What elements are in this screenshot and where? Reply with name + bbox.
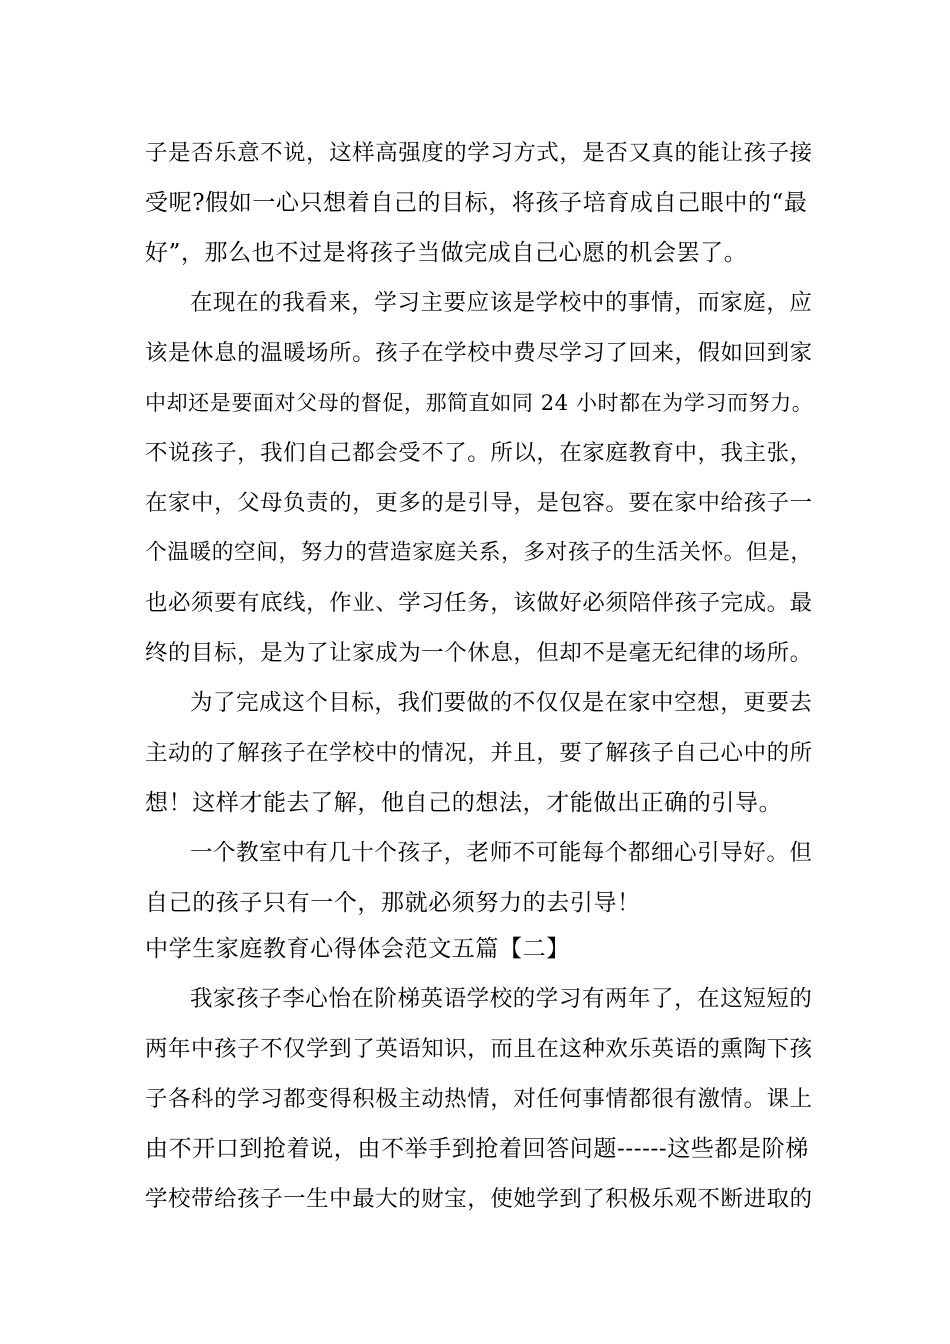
text-line: 子是否乐意不说，这样高强度的学习方式，是否又真的能让孩子接	[145, 140, 813, 166]
text-line: 该是休息的温暖场所。孩子在学校中费尽学习了回来，假如回到家	[145, 340, 813, 366]
text-line: 学校带给孩子一生中最大的财宝，使她学到了积极乐观不断进取的	[145, 1186, 813, 1212]
text-line: 不说孩子，我们自己都会受不了。所以，在家庭教育中，我主张，	[145, 440, 813, 466]
text-line: 中却还是要面对父母的督促，那简直如同 24 小时都在为学习而努力。	[145, 391, 814, 415]
text-line: 在家中，父母负责的，更多的是引导，是包容。要在家中给孩子一	[145, 490, 813, 516]
paragraph-first-line: 在现在的我看来，学习主要应该是学校中的事情，而家庭，应	[190, 290, 813, 316]
paragraph-first-line: 我家孩子李心怡在阶梯英语学校的学习有两年了，在这短短的	[190, 986, 813, 1012]
text-line: 个温暖的空间，努力的营造家庭关系，多对孩子的生活关怀。但是，	[145, 540, 813, 565]
text-line: 受呢?假如一心只想着自己的目标，将孩子培育成自己眼中的“最	[145, 190, 808, 216]
section-heading: 中学生家庭教育心得体会范文五篇【二】	[145, 936, 570, 962]
text-line: 想！这样才能去了解，他自己的想法，才能做出正确的引导。	[145, 790, 783, 816]
paragraph-first-line: 为了完成这个目标，我们要做的不仅仅是在家中空想，更要去	[190, 690, 813, 716]
text-line: 由不开口到抢着说，由不举手到抢着回答问题------这些都是阶梯	[145, 1136, 809, 1162]
text-line: 也必须要有底线，作业、学习任务，该做好必须陪伴孩子完成。最	[145, 590, 813, 616]
text-line: 主动的了解孩子在学校中的情况，并且，要了解孩子自己心中的所	[145, 740, 813, 766]
text-line: 两年中孩子不仅学到了英语知识，而且在这种欢乐英语的熏陶下孩	[145, 1036, 813, 1062]
paragraph-first-line: 一个教室中有几十个孩子，老师不可能每个都细心引导好。但	[190, 840, 813, 866]
text-line: 子各科的学习都变得积极主动热情，对任何事情都很有激情。课上	[145, 1086, 813, 1112]
text-line: 好”，那么也不过是将孩子当做完成自己心愿的机会罢了。	[145, 240, 748, 266]
text-line: 终的目标，是为了让家成为一个休息，但却不是毫无纪律的场所。	[145, 640, 813, 666]
text-line: 自己的孩子只有一个，那就必须努力的去引导！	[145, 890, 641, 916]
